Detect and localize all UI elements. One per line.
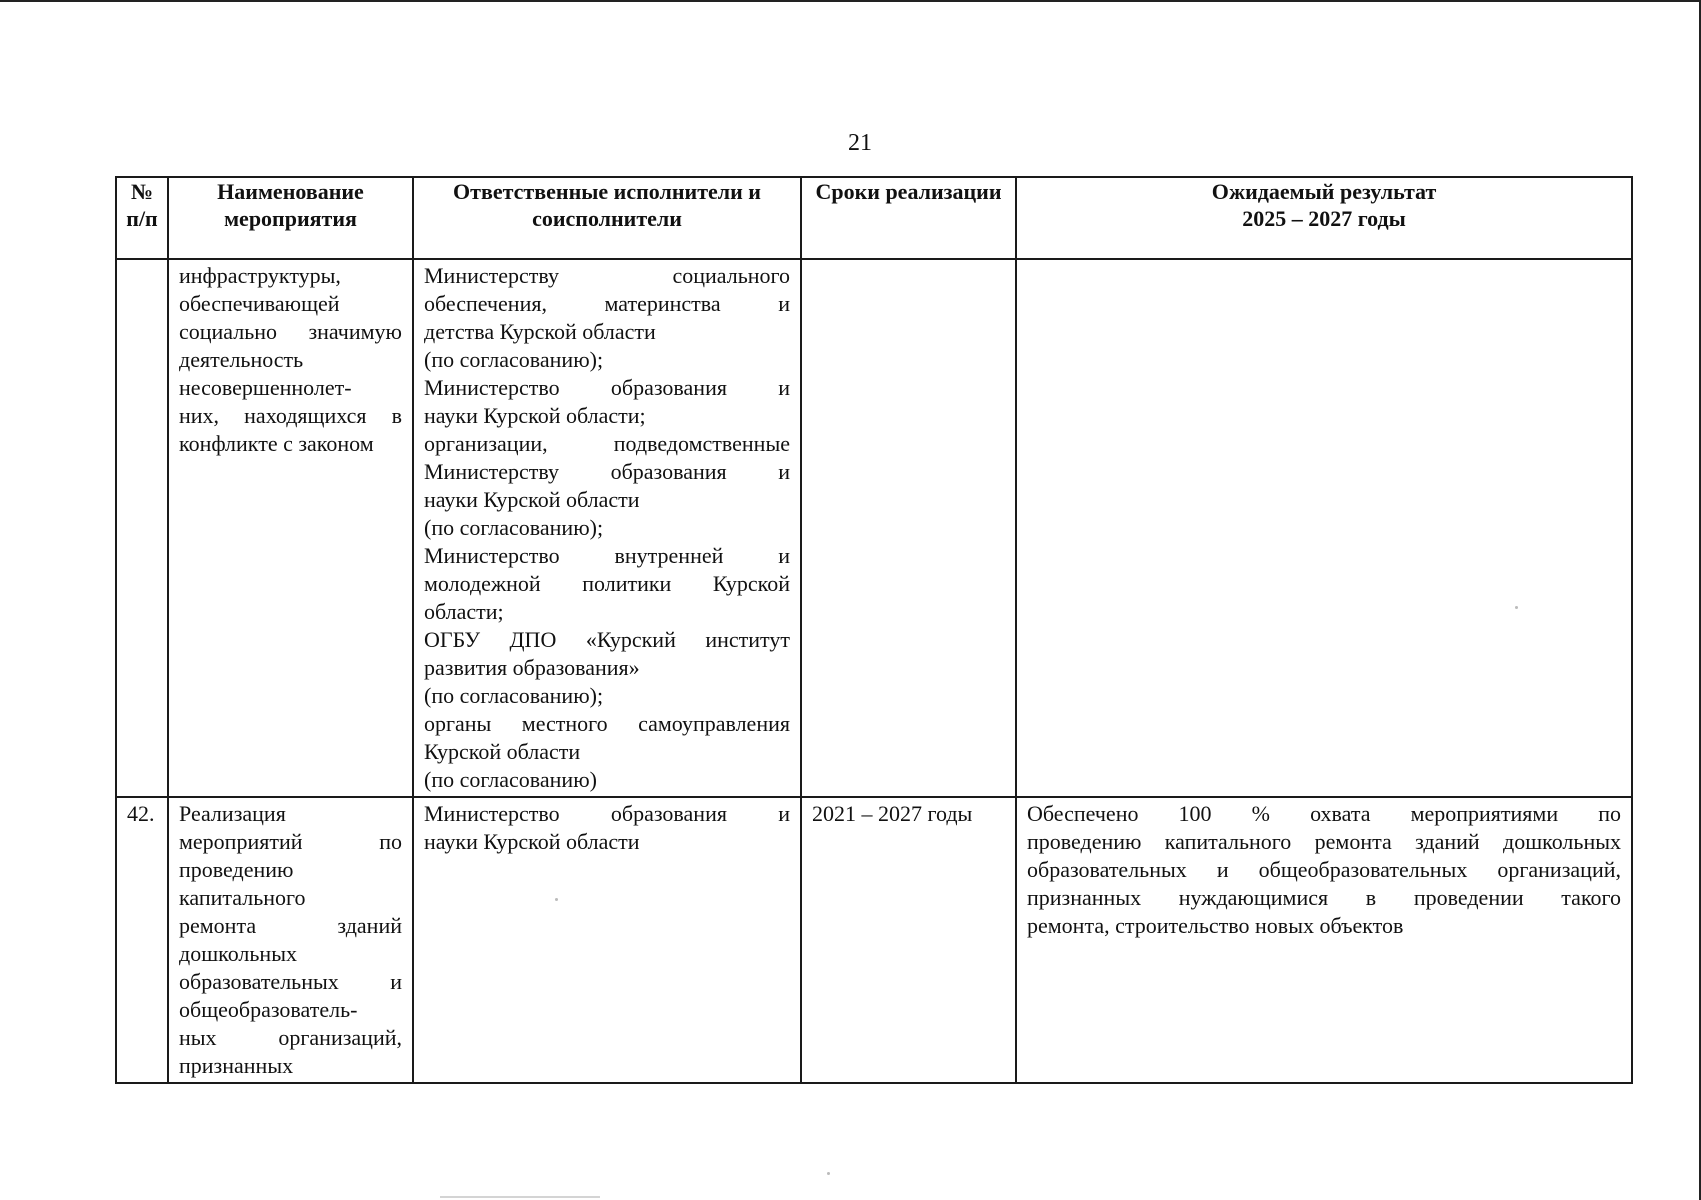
header-terms: Сроки реализации [801,177,1016,259]
row-result [1016,797,1632,1083]
executor-line: детства Курской области [424,319,656,344]
executor-line: молодежной политики Курской [424,571,790,596]
result-line: признанных нуждающимися в проведении такого [1027,885,1621,910]
header-name: Наименование мероприятия [168,177,413,259]
executor-line: науки Курской области [424,829,640,854]
name-line: проведению [179,857,294,882]
table-row [116,797,1632,1083]
name-line: них, находящихся в [179,403,402,428]
header-executors: Ответственные исполнители и соисполнители [413,177,801,259]
result-line: проведению капитального ремонта зданий дошкольных [1027,829,1621,854]
name-line: конфликте с законом [179,431,374,456]
name-line: несовершеннолет- [179,375,352,400]
executor-line: (по согласованию); [424,347,604,372]
executor-line: обеспечения, материнства и [424,291,790,316]
scan-smudge [440,1196,600,1198]
name-line: капитального [179,885,306,910]
executor-line: Курской области [424,739,581,764]
name-line: обеспечивающей [179,291,340,316]
executor-line: науки Курской области [424,487,640,512]
measures-table [115,176,1633,1084]
executor-line: Министерство образования и [424,801,790,826]
name-line: признанных [179,1053,294,1078]
scan-speck [1515,606,1518,609]
result-line: образовательных и общеобразовательных организаций, [1027,857,1621,882]
name-line: общеобразователь- [179,997,358,1022]
name-line: Реализация [179,801,286,826]
executor-line: органы местного самоуправления [424,711,790,736]
name-line: инфраструктуры, [179,263,341,288]
table-row [116,259,1632,797]
row-executors [413,259,801,797]
executor-line: Министерству образования и [424,459,790,484]
name-line: деятельность [179,347,304,372]
executor-line: организации, подведомственные [424,431,790,456]
result-line: ремонта, строительство новых объектов [1027,913,1404,938]
name-line: социально значимую [179,319,402,344]
executor-line: науки Курской области; [424,403,646,428]
executor-line: Министерство образования и [424,375,790,400]
row-name [168,259,413,797]
executor-line: области; [424,599,504,624]
name-line: дошкольных [179,941,297,966]
table-header-row [116,177,1632,259]
executor-line: (по согласованию); [424,515,604,540]
header-result [1016,177,1632,259]
row-name [168,797,413,1083]
executor-line: (по согласованию) [424,767,597,792]
result-line: Обеспечено 100 % охвата мероприятиями по [1027,801,1621,826]
row-executors [413,797,801,1083]
row-num [116,259,168,797]
executor-line: (по согласованию); [424,683,604,708]
page-number: 21 [848,130,872,156]
name-line: ремонта зданий [179,913,402,938]
row-result [1016,259,1632,797]
header-num: № п/п [116,177,168,259]
executor-line: ОГБУ ДПО «Курский институт [424,627,790,652]
header-result-title: Ожидаемый результат [1211,179,1437,204]
scan-speck [555,898,558,901]
name-line: ных организаций, [179,1025,402,1050]
executor-line: Министерство внутренней и [424,543,790,568]
scan-speck [827,1172,830,1175]
row-num: 42. [116,797,168,1083]
row-terms [801,259,1016,797]
name-line: образовательных и [179,969,402,994]
header-result-years: 2025 – 2027 годы [1242,206,1406,231]
executor-line: Министерству социального [424,263,790,288]
row-terms: 2021 – 2027 годы [801,797,1016,1083]
name-line: мероприятий по [179,829,402,854]
executor-line: развития образования» [424,655,640,680]
